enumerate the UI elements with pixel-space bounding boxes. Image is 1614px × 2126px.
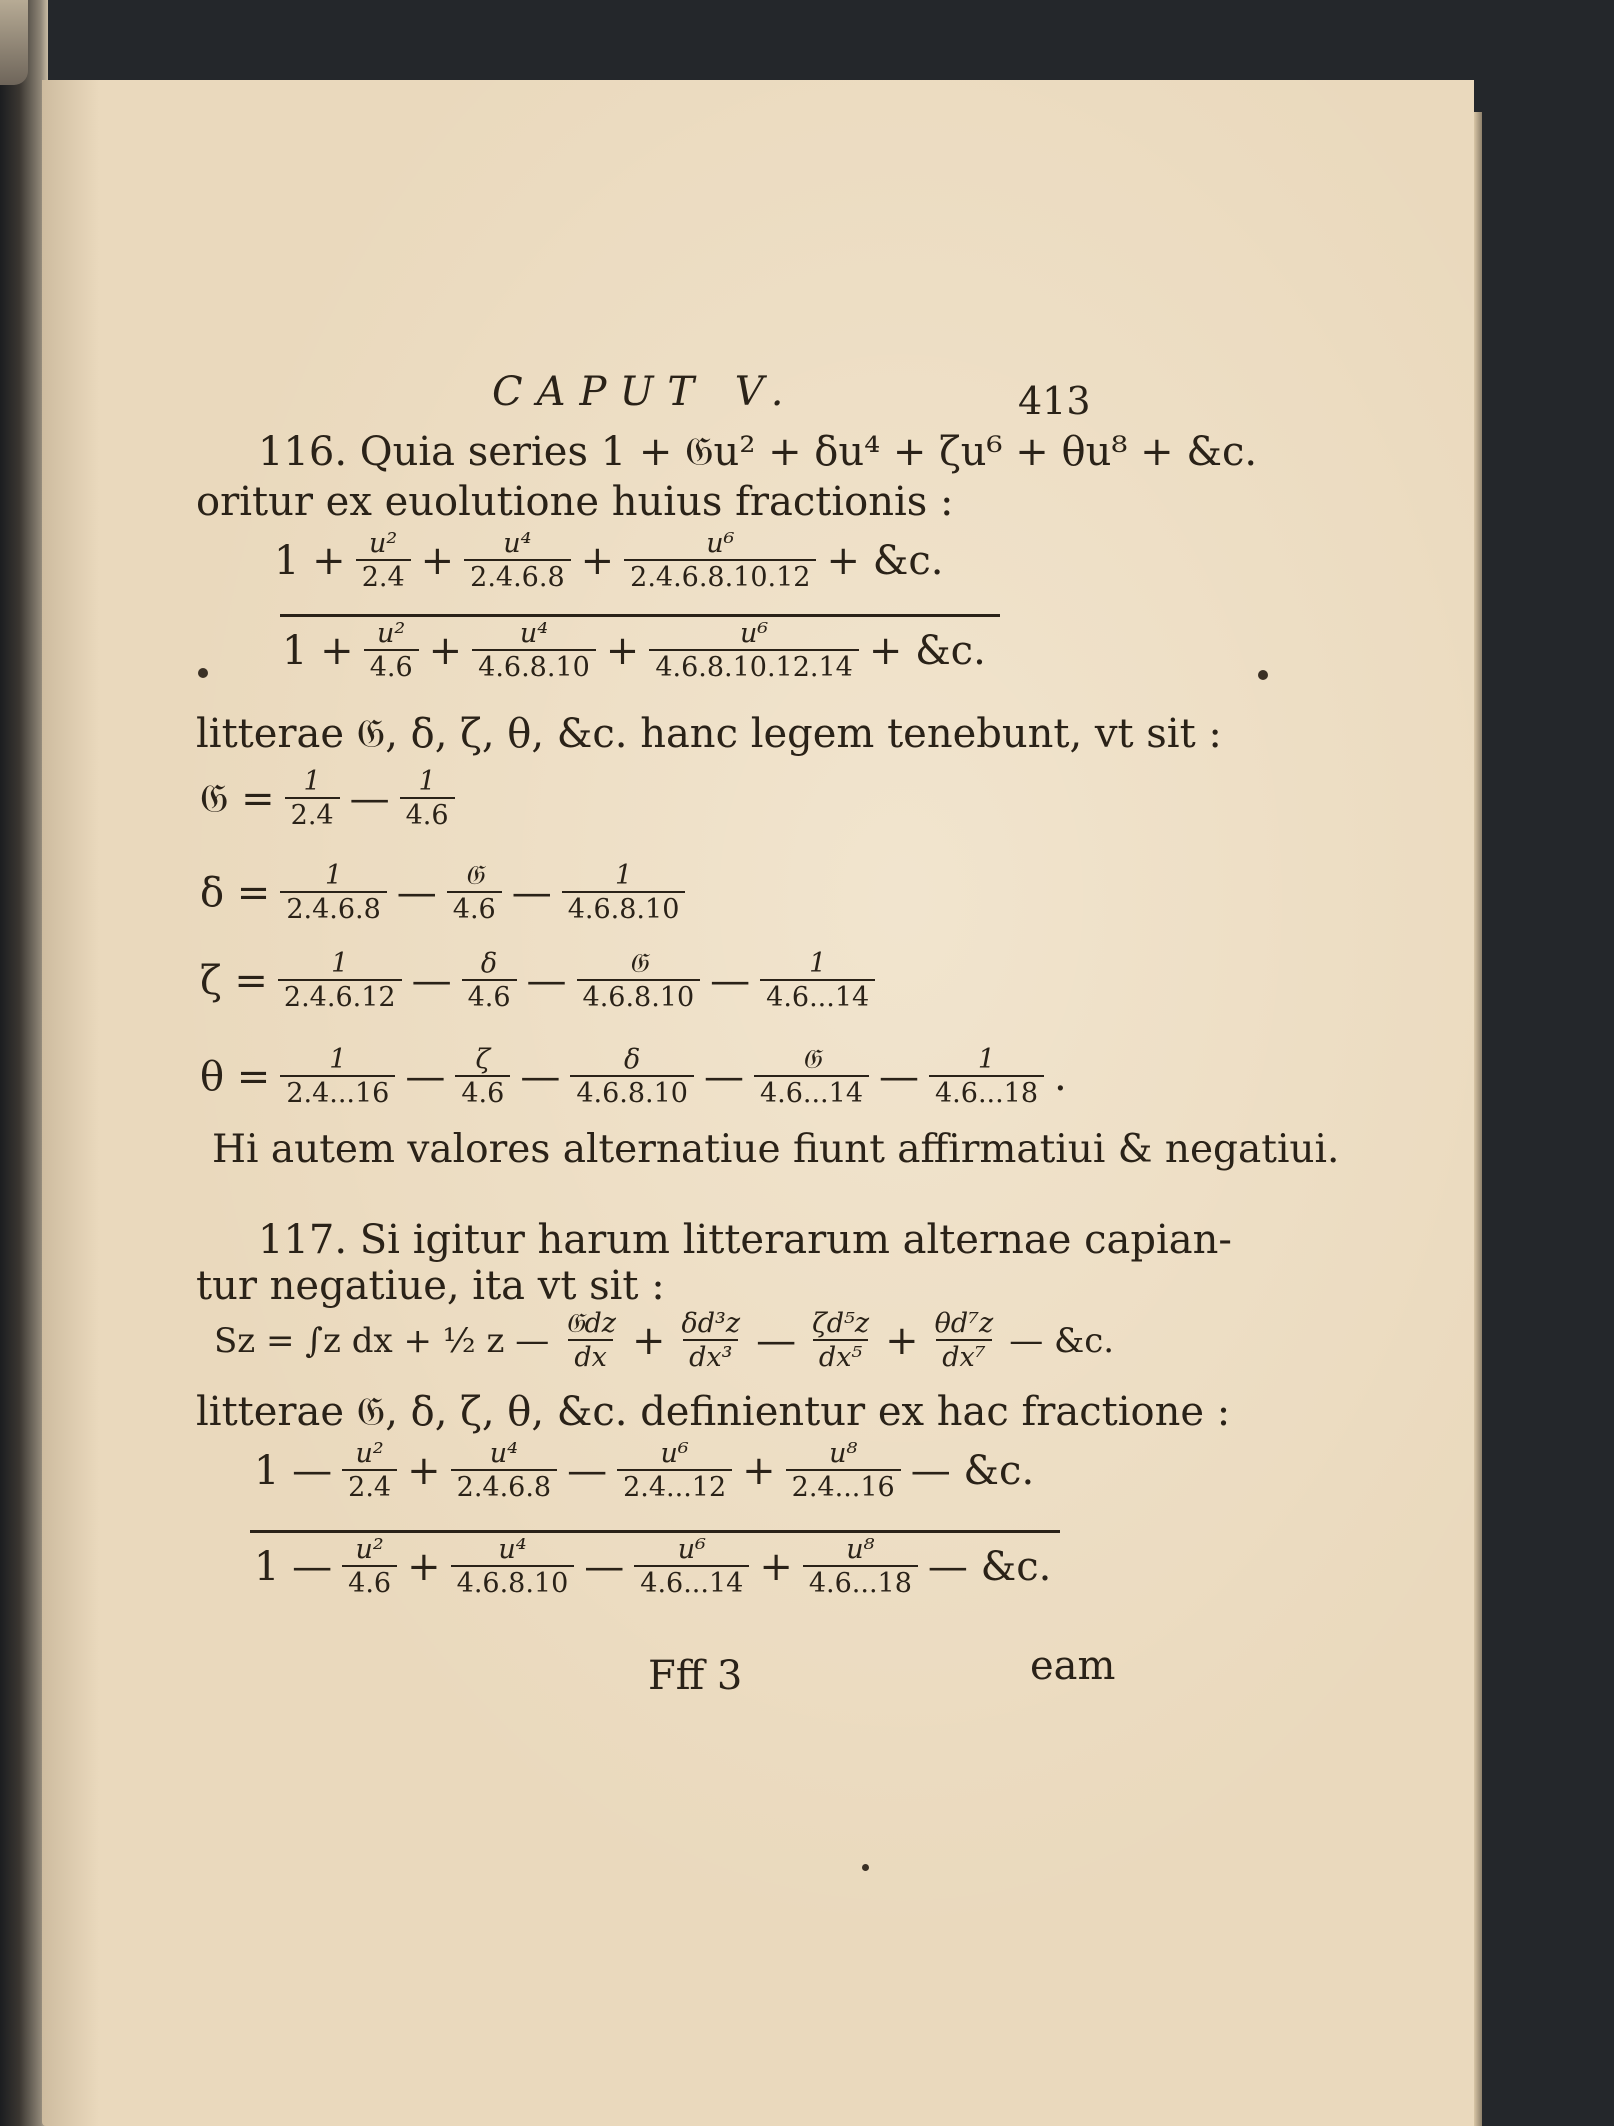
- f2n-frac2: [451, 1440, 557, 1501]
- fraction1-numerator: [270, 530, 947, 591]
- eq-delta-t3-den: 4.6.8.10: [562, 891, 686, 923]
- eq-beta-t1: [285, 768, 340, 829]
- eq-beta-t1-num: 1: [303, 766, 321, 797]
- para117-line1: 117. Si igitur harum litterarum alternae capian-: [258, 1217, 1232, 1263]
- eq-zeta-t3-num: 𝔊: [628, 948, 648, 979]
- f2n-lead: 1 —: [254, 1447, 333, 1494]
- eq-theta-t1-num: 1: [329, 1044, 347, 1075]
- f2d-den3: 4.6...14: [634, 1565, 749, 1597]
- f2d-op2: —: [584, 1543, 625, 1590]
- f1d-num3: u⁶: [739, 618, 769, 649]
- f1n-num1: u²: [369, 528, 398, 559]
- f1n-den2: 2.4.6.8: [464, 559, 570, 591]
- eq-S-t1-num: 𝔊dz: [565, 1308, 616, 1339]
- f1d-frac3: [649, 620, 859, 681]
- eq-zeta: [196, 950, 881, 1011]
- f1d-tail: + &c.: [868, 627, 986, 674]
- eq-zeta-t4-den: 4.6...14: [760, 979, 875, 1011]
- eq-theta-op4: —: [879, 1053, 919, 1100]
- eq-delta-t3: [562, 862, 686, 923]
- book-spine: [0, 0, 48, 2126]
- eq-theta: [196, 1046, 1071, 1107]
- f2n-den1: 2.4: [342, 1469, 397, 1501]
- eq-S-lhs: Sz = ∫z dx + ½ z —: [214, 1320, 550, 1361]
- eq-theta-t2: [455, 1046, 510, 1107]
- eq-delta-t3-num: 1: [614, 860, 633, 891]
- f2d-den1: 4.6: [342, 1565, 397, 1597]
- f2d-frac4: [803, 1536, 918, 1597]
- f2n-op2: —: [567, 1447, 608, 1494]
- f1n-frac3: [624, 530, 816, 591]
- eq-S-op2: —: [756, 1317, 797, 1364]
- running-head: CAPUT V.: [492, 369, 798, 415]
- eq-delta-t2-den: 4.6: [447, 891, 502, 923]
- f1d-lead: 1 +: [282, 627, 354, 674]
- f1d-frac2: [472, 620, 596, 681]
- f2n-frac3: [617, 1440, 732, 1501]
- signature-mark: Fff 3: [648, 1653, 743, 1699]
- eq-theta-op3: —: [703, 1053, 744, 1100]
- f2n-frac1: [342, 1440, 397, 1501]
- ink-speck: [1258, 670, 1268, 680]
- eq-theta-t2-num: ζ: [475, 1044, 491, 1075]
- eq-zeta-t3-den: 4.6.8.10: [577, 979, 701, 1011]
- eq-theta-lhs: θ =: [200, 1053, 271, 1100]
- eq-S-op1: +: [632, 1317, 666, 1364]
- fraction1-bar: [280, 614, 1000, 617]
- fraction1-denominator: [278, 620, 990, 681]
- page-number: 413: [1018, 379, 1091, 423]
- eq-beta-lhs: 𝔊 =: [200, 775, 275, 822]
- eq-S-t3-den: dx⁵: [813, 1339, 868, 1371]
- f1d-den2: 4.6.8.10: [472, 649, 596, 681]
- f1d-den3: 4.6.8.10.12.14: [649, 649, 859, 681]
- eq-zeta-t2-den: 4.6: [462, 979, 517, 1011]
- eq-delta-lhs: δ =: [200, 869, 271, 916]
- eq-beta-op1: —: [349, 775, 390, 822]
- eq-zeta-t2-num: δ: [480, 948, 498, 979]
- f1n-den3: 2.4.6.8.10.12: [624, 559, 816, 591]
- eq-zeta-t4: [760, 950, 875, 1011]
- ink-speck: [198, 668, 208, 678]
- eq-theta-t3: [570, 1046, 694, 1107]
- eq-zeta-t1: [278, 950, 402, 1011]
- eq-S-op3: +: [885, 1317, 919, 1364]
- eq-S-t4-num: θd⁷z: [934, 1308, 994, 1339]
- eq-theta-t3-num: δ: [624, 1044, 641, 1075]
- f2d-frac1: [342, 1536, 397, 1597]
- f2d-op1: +: [407, 1543, 441, 1590]
- para116-num: 116.: [258, 429, 348, 475]
- f2d-num3: u⁶: [677, 1534, 706, 1565]
- eq-S-t4-den: dx⁷: [936, 1339, 991, 1371]
- f2d-frac3: [634, 1536, 749, 1597]
- book-spine-top: [0, 0, 28, 85]
- f1n-op2: +: [580, 537, 615, 584]
- f1n-den1: 2.4: [356, 559, 411, 591]
- eq-zeta-t3: [577, 950, 701, 1011]
- eq-S-t4: [929, 1310, 1000, 1371]
- fraction2-numerator: [250, 1440, 1038, 1501]
- f2n-num1: u²: [355, 1438, 384, 1469]
- f2d-den4: 4.6...18: [803, 1565, 918, 1597]
- f2d-tail: — &c.: [927, 1543, 1052, 1590]
- eq-delta-t1-den: 2.4.6.8: [280, 891, 386, 923]
- para116-line2: oritur ex euolutione huius fractionis :: [196, 479, 954, 525]
- f2n-tail: — &c.: [910, 1447, 1035, 1494]
- f2n-num4: u⁸: [829, 1438, 858, 1469]
- eq-theta-t1-den: 2.4...16: [280, 1075, 395, 1107]
- eq-S-t2: [676, 1310, 747, 1371]
- eq-delta-t2: [447, 862, 502, 923]
- f2d-den2: 4.6.8.10: [451, 1565, 575, 1597]
- f2n-op1: +: [407, 1447, 441, 1494]
- f2d-frac2: [451, 1536, 575, 1597]
- eq-S-t1: [559, 1310, 622, 1371]
- f2n-op3: +: [742, 1447, 776, 1494]
- eq-theta-t1: [280, 1046, 395, 1107]
- eq-S: [210, 1310, 1118, 1371]
- f2n-num2: u⁴: [489, 1438, 518, 1469]
- eq-S-t1-den: dx: [568, 1339, 613, 1371]
- eq-theta-t5-den: 4.6...18: [929, 1075, 1044, 1107]
- eq-zeta-t4-num: 1: [809, 948, 827, 979]
- eq-theta-t4-num: 𝔊: [801, 1044, 822, 1075]
- f1n-frac2: [464, 530, 570, 591]
- eq-zeta-op1: —: [411, 957, 452, 1004]
- catchword: eam: [1030, 1643, 1116, 1689]
- f2d-num1: u²: [355, 1534, 384, 1565]
- eq-S-t2-den: dx³: [683, 1339, 738, 1371]
- f2d-num4: u⁸: [846, 1534, 875, 1565]
- hi-line: Hi autem valores alternatiue fiunt affirmatiui & negatiui.: [212, 1127, 1340, 1172]
- eq-beta-t1-den: 2.4: [285, 797, 340, 829]
- para116-line1: [258, 429, 1258, 475]
- eq-theta-t5: [929, 1046, 1044, 1107]
- f2n-num3: u⁶: [660, 1438, 689, 1469]
- eq-S-end: — &c.: [1009, 1320, 1115, 1361]
- eq-beta-t2-den: 4.6: [400, 797, 455, 829]
- eq-theta-op1: —: [405, 1053, 446, 1100]
- eq-S-t3-num: ζd⁵z: [812, 1308, 870, 1339]
- f2n-frac4: [786, 1440, 901, 1501]
- para116-text1: Quia series 1 + 𝔊u² + δu⁴ + ζu⁶ + θu⁸ + &c.: [359, 429, 1258, 475]
- f2d-op3: +: [759, 1543, 793, 1590]
- eq-delta: [196, 862, 691, 923]
- f1n-num2: u⁴: [503, 528, 532, 559]
- eq-theta-t3-den: 4.6.8.10: [570, 1075, 694, 1107]
- eq-zeta-lhs: ζ =: [200, 957, 268, 1004]
- eq-delta-t1-num: 1: [324, 860, 343, 891]
- f1d-num2: u⁴: [519, 618, 549, 649]
- f2n-den4: 2.4...16: [786, 1469, 901, 1501]
- eq-beta-t2: [400, 768, 455, 829]
- f1n-frac1: [356, 530, 411, 591]
- eq-S-t2-num: δd³z: [681, 1308, 741, 1339]
- eq-zeta-op2: —: [526, 957, 567, 1004]
- f1n-op1: +: [420, 537, 455, 584]
- eq-zeta-op3: —: [710, 957, 751, 1004]
- eq-S-t3: [806, 1310, 875, 1371]
- eq-theta-t2-den: 4.6: [455, 1075, 510, 1107]
- f1n-tail: + &c.: [826, 537, 944, 584]
- f1d-op2: +: [605, 627, 640, 674]
- f2d-lead: 1 —: [254, 1543, 333, 1590]
- f1d-den1: 4.6: [364, 649, 419, 681]
- litterae-line2: litterae 𝔊, δ, ζ, θ, &c. definientur ex hac fractione :: [196, 1389, 1231, 1435]
- fraction2-bar: [250, 1530, 1060, 1533]
- ink-speck: [862, 1864, 869, 1871]
- eq-theta-t4: [754, 1046, 869, 1107]
- f2d-num2: u⁴: [498, 1534, 527, 1565]
- eq-theta-t5-num: 1: [977, 1044, 996, 1075]
- eq-delta-op2: —: [511, 869, 552, 916]
- para117-line2: tur negatiue, ita vt sit :: [196, 1263, 665, 1309]
- f2n-den3: 2.4...12: [617, 1469, 732, 1501]
- eq-delta-op1: —: [396, 869, 437, 916]
- eq-zeta-t1-den: 2.4.6.12: [278, 979, 402, 1011]
- eq-zeta-t1-num: 1: [331, 948, 349, 979]
- f2n-den2: 2.4.6.8: [451, 1469, 557, 1501]
- f1d-frac1: [364, 620, 419, 681]
- eq-zeta-t2: [462, 950, 517, 1011]
- eq-theta-end: .: [1054, 1053, 1067, 1100]
- page-edge: [1474, 112, 1482, 2126]
- f1d-num1: u²: [377, 618, 406, 649]
- f1n-num3: u⁶: [706, 528, 735, 559]
- eq-delta-t2-num: 𝔊: [464, 860, 484, 891]
- f1n-lead: 1 +: [274, 537, 346, 584]
- eq-beta-t2-num: 1: [418, 766, 436, 797]
- f1d-op1: +: [428, 627, 463, 674]
- litterae-line1: litterae 𝔊, δ, ζ, θ, &c. hanc legem tenebunt, vt sit :: [196, 711, 1222, 757]
- eq-beta: [196, 768, 461, 829]
- eq-delta-t1: [280, 862, 386, 923]
- eq-theta-t4-den: 4.6...14: [754, 1075, 869, 1107]
- fraction2-denominator: [250, 1536, 1055, 1597]
- eq-theta-op2: —: [520, 1053, 561, 1100]
